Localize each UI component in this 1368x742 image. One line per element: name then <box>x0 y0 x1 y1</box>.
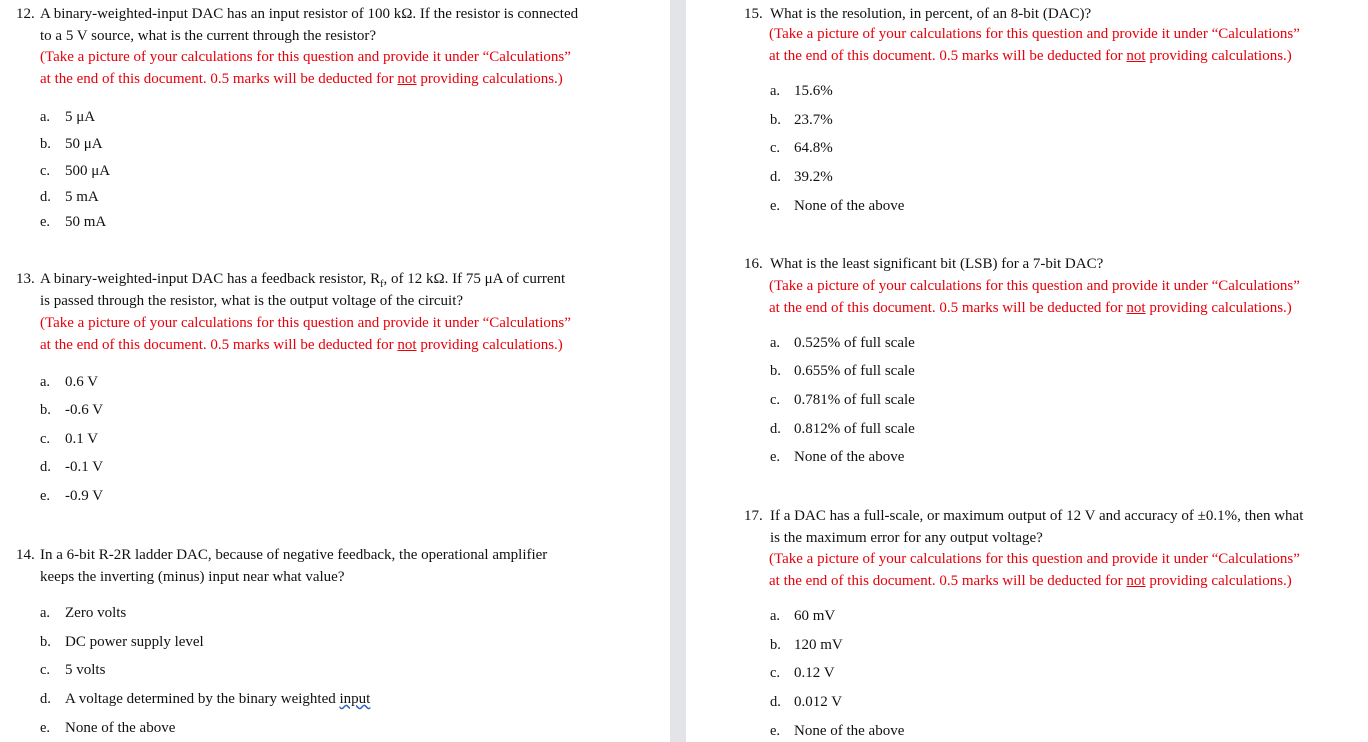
option-letter: e. <box>40 488 51 504</box>
option-a[interactable]: 60 mV <box>794 608 836 624</box>
document-page-left <box>0 0 670 742</box>
option-e[interactable]: -0.9 V <box>65 488 104 504</box>
option-letter: d. <box>40 459 51 475</box>
option-e[interactable]: None of the above <box>794 198 905 214</box>
option-letter: b. <box>40 136 51 152</box>
option-letter: e. <box>770 198 781 214</box>
option-letter: b. <box>770 112 781 128</box>
option-letter: a. <box>40 605 51 621</box>
page-gutter <box>670 0 686 742</box>
option-letter: a. <box>40 374 51 390</box>
option-d[interactable]: -0.1 V <box>65 459 104 475</box>
option-b[interactable]: 23.7% <box>794 112 833 128</box>
question-number: 15. <box>744 6 763 22</box>
question-text: to a 5 V source, what is the current through the resistor? <box>40 28 377 44</box>
option-c[interactable]: 500 μA <box>65 163 111 179</box>
option-letter: b. <box>40 402 51 418</box>
question-text: In a 6-bit R-2R ladder DAC, because of negative feedback, the operational amplifier <box>40 547 548 563</box>
document-page-right <box>686 0 1368 742</box>
question-number: 17. <box>744 508 763 524</box>
option-d[interactable]: 0.812% of full scale <box>794 421 915 437</box>
option-c[interactable]: 64.8% <box>794 140 833 156</box>
question-number: 13. <box>16 271 35 287</box>
option-letter: e. <box>40 720 51 736</box>
option-letter: e. <box>770 449 781 465</box>
option-letter: b. <box>40 634 51 650</box>
option-letter: c. <box>770 665 781 681</box>
option-b[interactable]: 0.655% of full scale <box>794 363 915 379</box>
question-text: A binary-weighted-input DAC has an input resistor of 100 kΩ. If the resistor is connected <box>40 6 579 22</box>
option-letter: a. <box>770 335 781 351</box>
question-number: 14. <box>16 547 35 563</box>
option-letter: c. <box>770 392 781 408</box>
option-letter: d. <box>770 694 781 710</box>
calculation-note: (Take a picture of your calculations for this question and provide it under “Calculations” <box>769 278 1300 294</box>
option-e[interactable]: None of the above <box>794 449 905 465</box>
option-e[interactable]: None of the above <box>65 720 176 736</box>
option-c[interactable]: 0.1 V <box>65 431 99 447</box>
option-c[interactable]: 0.12 V <box>794 665 835 681</box>
option-letter: d. <box>770 421 781 437</box>
calculation-note: at the end of this document. 0.5 marks will be deducted for not providing calculations.) <box>769 300 1292 316</box>
calculation-note: at the end of this document. 0.5 marks will be deducted for not providing calculations.) <box>40 71 563 87</box>
option-letter: e. <box>40 214 51 230</box>
option-letter: c. <box>40 662 51 678</box>
question-text: A binary-weighted-input DAC has a feedback resistor, $R_f$, of 12 kΩ. If 75 μA of current <box>40 271 566 290</box>
question-text: is the maximum error for any output voltage? <box>770 530 1043 546</box>
option-d[interactable]: 0.012 V <box>794 694 843 710</box>
option-b[interactable]: 50 μA <box>65 136 103 152</box>
option-letter: d. <box>40 691 51 707</box>
option-b[interactable]: -0.6 V <box>65 402 104 418</box>
question-number: 16. <box>744 256 763 272</box>
calculation-note: at the end of this document. 0.5 marks will be deducted for not providing calculations.) <box>769 573 1292 589</box>
option-letter: a. <box>770 83 781 99</box>
option-e[interactable]: None of the above <box>794 723 905 739</box>
question-text: is passed through the resistor, what is the output voltage of the circuit? <box>40 293 464 309</box>
question-text: keeps the inverting (minus) input near what value? <box>40 569 345 585</box>
option-d[interactable]: 39.2% <box>794 169 833 185</box>
option-letter: d. <box>770 169 781 185</box>
option-letter: a. <box>770 608 781 624</box>
option-a[interactable]: 15.6% <box>794 83 833 99</box>
option-c[interactable]: 0.781% of full scale <box>794 392 915 408</box>
option-letter: c. <box>40 163 51 179</box>
option-letter: b. <box>770 637 781 653</box>
question-number: 12. <box>16 6 35 22</box>
option-a[interactable]: 0.6 V <box>65 374 99 390</box>
calculation-note: at the end of this document. 0.5 marks will be deducted for not providing calculations.) <box>769 48 1292 64</box>
question-text: What is the resolution, in percent, of an 8-bit (DAC)? <box>770 6 1092 22</box>
option-b[interactable]: 120 mV <box>794 637 843 653</box>
calculation-note: (Take a picture of your calculations for this question and provide it under “Calculations” <box>769 551 1300 567</box>
option-letter: a. <box>40 109 51 125</box>
option-b[interactable]: DC power supply level <box>65 634 204 650</box>
question-text: What is the least significant bit (LSB) for a 7-bit DAC? <box>770 256 1104 272</box>
option-a[interactable]: Zero volts <box>65 605 127 621</box>
option-letter: d. <box>40 189 51 205</box>
calculation-note: at the end of this document. 0.5 marks will be deducted for not providing calculations.) <box>40 337 563 353</box>
calculation-note: (Take a picture of your calculations for this question and provide it under “Calculations” <box>769 26 1300 42</box>
option-e[interactable]: 50 mA <box>65 214 107 230</box>
option-d[interactable]: 5 mA <box>65 189 99 205</box>
option-d[interactable]: A voltage determined by the binary weighted input <box>65 691 371 707</box>
option-letter: b. <box>770 363 781 379</box>
calculation-note: (Take a picture of your calculations for this question and provide it under “Calculations” <box>40 315 571 331</box>
question-text: If a DAC has a full-scale, or maximum output of 12 V and accuracy of ±0.1%, then what <box>770 508 1304 524</box>
option-letter: e. <box>770 723 781 739</box>
option-a[interactable]: 5 μA <box>65 109 96 125</box>
option-c[interactable]: 5 volts <box>65 662 106 678</box>
option-letter: c. <box>770 140 781 156</box>
option-a[interactable]: 0.525% of full scale <box>794 335 915 351</box>
calculation-note: (Take a picture of your calculations for this question and provide it under “Calculations” <box>40 49 571 65</box>
option-letter: c. <box>40 431 51 447</box>
